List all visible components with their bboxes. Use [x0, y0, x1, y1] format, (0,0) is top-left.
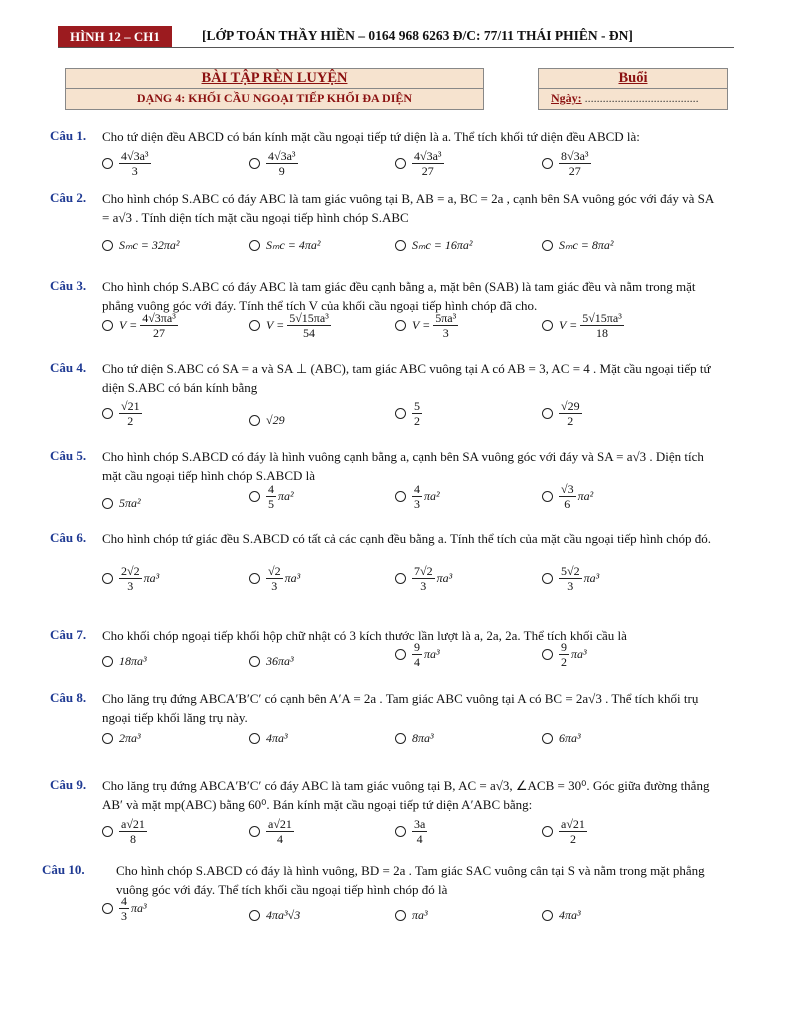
- answer-option[interactable]: [542, 908, 581, 923]
- option-fraction: [559, 149, 591, 178]
- option-fraction: [266, 482, 276, 511]
- radio-circle[interactable]: [102, 903, 113, 914]
- option-fraction: [287, 311, 331, 340]
- option-text: 2πa³: [119, 731, 141, 745]
- fraction-denominator: 3: [121, 909, 127, 923]
- option-fraction: [140, 311, 178, 340]
- radio-circle[interactable]: [102, 408, 113, 419]
- fraction-denominator: 3: [127, 579, 134, 593]
- radio-circle[interactable]: [102, 656, 113, 667]
- question-label: Câu 3.: [50, 278, 87, 293]
- fraction-denominator: 6: [564, 497, 571, 511]
- option-suffix: πa³: [583, 571, 600, 585]
- session-title: Buổi: [618, 70, 648, 86]
- question-label: Câu 2.: [50, 190, 87, 205]
- answer-option[interactable]: [395, 149, 446, 178]
- question-label: Câu 8.: [50, 690, 87, 705]
- fraction-denominator: 8: [129, 832, 136, 846]
- option-fraction: [559, 399, 582, 428]
- answer-option[interactable]: [102, 399, 144, 428]
- radio-circle[interactable]: [395, 240, 406, 251]
- session-box: [538, 68, 728, 110]
- date-dots: ......................................: [581, 91, 699, 105]
- fraction-denominator: 27: [421, 164, 434, 178]
- fraction-denominator: 18: [596, 326, 608, 340]
- fraction-numerator: 4: [414, 482, 420, 496]
- fraction-numerator: √2: [268, 564, 281, 578]
- page-header: [58, 24, 734, 48]
- radio-circle[interactable]: [102, 733, 113, 744]
- question-text: Cho hình chóp S.ABCD có đáy là hình vuông cạnh bằng a, cạnh bên SA vuông góc với đáy và SA = a√3 . Diện tích mặt cầu ngoại tiếp hình chóp S.ABCD là: [102, 449, 704, 483]
- question-label: Câu 9.: [50, 777, 87, 792]
- question-text: Cho hình chóp S.ABC có đáy ABC là tam giác vuông tại B, AB = a, BC = 2a , cạnh bên SA vuông góc với đáy và SA = a√3 . Tính diện tích mặt cầu ngoại tiếp hình chóp S.ABC: [102, 191, 714, 225]
- fraction-denominator: 3: [420, 579, 427, 593]
- radio-circle[interactable]: [102, 320, 113, 331]
- fraction-numerator: 8√3a³: [561, 149, 589, 163]
- answer-option[interactable]: [249, 238, 321, 253]
- answer-option[interactable]: [395, 817, 429, 846]
- radio-circle[interactable]: [395, 491, 406, 502]
- fraction-numerator: 4√3a³: [121, 149, 149, 163]
- option-suffix: πa³: [571, 647, 587, 661]
- radio-circle[interactable]: [102, 240, 113, 251]
- fraction-denominator: 5: [268, 497, 274, 511]
- fraction-numerator: 5√15πa³: [582, 311, 622, 325]
- fraction-denominator: 2: [567, 414, 574, 428]
- fraction-denominator: 4: [276, 832, 283, 846]
- question-label: Câu 10.: [42, 862, 85, 877]
- answer-option[interactable]: [102, 564, 159, 593]
- radio-circle[interactable]: [542, 240, 553, 251]
- radio-circle[interactable]: [249, 910, 260, 921]
- fraction-numerator: 5πa³: [435, 311, 457, 325]
- answer-option[interactable]: [249, 564, 300, 593]
- radio-circle[interactable]: [542, 320, 553, 331]
- answer-option[interactable]: [395, 908, 428, 923]
- fraction-denominator: 3: [131, 164, 138, 178]
- answer-option[interactable]: [102, 496, 141, 511]
- exercise-subtitle: DẠNG 4: KHỐI CẦU NGOẠI TIẾP KHỐI ĐA DIỆN: [66, 88, 483, 108]
- fraction-denominator: 2: [414, 414, 420, 428]
- question-text: Cho hình chóp S.ABCD có đáy là hình vuông, BD = 2a . Tam giác SAC vuông cân tại S và nằm trong mặt phẳng vuông góc với đáy. Thể tích khối cầu ngoại tiếp hình chóp đó là: [116, 863, 705, 897]
- answer-option[interactable]: [395, 399, 424, 428]
- fraction-numerator: a√21: [268, 817, 292, 831]
- answer-option[interactable]: [249, 149, 300, 178]
- date-label: Ngày:: [551, 91, 582, 105]
- fraction-denominator: 2: [127, 414, 134, 428]
- answer-option[interactable]: [249, 413, 285, 428]
- answer-option[interactable]: [395, 482, 440, 511]
- fraction-denominator: 3: [442, 326, 449, 340]
- option-fraction: [266, 564, 283, 593]
- fraction-numerator: 2√2: [121, 564, 140, 578]
- radio-circle[interactable]: [249, 733, 260, 744]
- answer-option[interactable]: [395, 731, 434, 746]
- header-divider: [58, 47, 734, 48]
- option-fraction: [119, 894, 129, 923]
- answer-option[interactable]: [542, 482, 593, 511]
- radio-circle[interactable]: [542, 733, 553, 744]
- option-suffix: πa²: [424, 489, 440, 503]
- question-text: Cho hình chóp tứ giác đều S.ABCD có tất cả các cạnh đều bằng a. Tính thể tích của mặt cầu ngoại tiếp hình chóp đó.: [102, 531, 711, 546]
- fraction-numerator: 4√3a³: [414, 149, 442, 163]
- radio-circle[interactable]: [249, 656, 260, 667]
- answer-option[interactable]: [102, 817, 149, 846]
- radio-circle[interactable]: [102, 158, 113, 169]
- fraction-denominator: 3: [414, 497, 420, 511]
- radio-circle[interactable]: [102, 573, 113, 584]
- option-suffix: πa³: [143, 571, 160, 585]
- fraction-numerator: 9: [561, 640, 567, 654]
- fraction-denominator: 3: [567, 579, 574, 593]
- option-text: Sₘc = 16πa²: [412, 238, 473, 252]
- fraction-denominator: 2: [561, 655, 567, 669]
- exercise-title: BÀI TẬP RÈN LUYỆN: [201, 70, 348, 86]
- radio-circle[interactable]: [249, 491, 260, 502]
- radio-circle[interactable]: [542, 408, 553, 419]
- option-fraction: [412, 817, 427, 846]
- fraction-numerator: 5: [414, 399, 420, 413]
- option-fraction: [119, 817, 147, 846]
- radio-circle[interactable]: [249, 320, 260, 331]
- radio-circle[interactable]: [395, 649, 406, 660]
- option-fraction: [412, 149, 444, 178]
- question-text: Cho hình chóp S.ABC có đáy ABC là tam giác đều cạnh bằng a, mặt bên (SAB) là tam giác đều và nằm trong mặt phẳng vuông góc với đáy. Tính thể tích V của khối cầu ngoại tiếp hình chóp đã cho.: [102, 279, 696, 313]
- radio-circle[interactable]: [395, 408, 406, 419]
- fraction-numerator: 9: [414, 640, 420, 654]
- option-fraction: [433, 311, 458, 340]
- option-text: Sₘc = 32πa²: [119, 238, 180, 252]
- exercise-title-box: [65, 68, 484, 110]
- answer-option[interactable]: [542, 817, 589, 846]
- question-text: Cho khối chóp ngoại tiếp khối hộp chữ nhật có 3 kích thước lần lượt là a, 2a, 2a. Thể tích khối cầu là: [102, 628, 627, 643]
- question-label: Câu 1.: [50, 128, 87, 143]
- option-prefix: V =: [266, 318, 285, 332]
- radio-circle[interactable]: [542, 491, 553, 502]
- fraction-denominator: 9: [278, 164, 285, 178]
- radio-circle[interactable]: [395, 733, 406, 744]
- option-text: 4πa³√3: [266, 908, 301, 922]
- fraction-denominator: 27: [153, 326, 165, 340]
- chapter-tag: HÌNH 12 – CH1: [58, 26, 172, 47]
- question-text: Cho lăng trụ đứng ABCA′B′C′ có đáy ABC là tam giác vuông tại B, AC = a√3, ∠ACB = 30⁰. Góc giữa đường thẳng AB′ và mặt mp(ABC) bằng 60⁰. Bán kính mặt cầu ngoại tiếp tứ diện A′ABC bằng:: [102, 778, 710, 812]
- radio-circle[interactable]: [395, 320, 406, 331]
- option-text: πa³: [412, 908, 428, 922]
- option-text: 36πa³: [266, 654, 294, 668]
- option-suffix: πa²: [278, 489, 294, 503]
- answer-option[interactable]: [102, 311, 180, 340]
- option-fraction: [559, 640, 569, 669]
- question-text: Cho tứ diện S.ABC có SA = a và SA ⊥ (ABC), tam giác ABC vuông tại A có AB = 3, AC = 4 . Mặt cầu ngoại tiếp tứ diện S.ABC có bán kính bằng: [102, 361, 711, 395]
- question-text: Cho lăng trụ đứng ABCA′B′C′ có cạnh bên A′A = 2a . Tam giác ABC vuông tại A có BC = 2a√3 . Thể tích khối trụ ngoại tiếp khối lăng trụ này.: [102, 691, 699, 725]
- answer-option[interactable]: [542, 311, 626, 340]
- radio-circle[interactable]: [395, 158, 406, 169]
- answer-option[interactable]: [542, 564, 599, 593]
- option-fraction: [119, 149, 151, 178]
- answer-option[interactable]: [542, 399, 584, 428]
- fraction-numerator: a√21: [121, 817, 145, 831]
- question-label: Câu 4.: [50, 360, 87, 375]
- fraction-denominator: 27: [568, 164, 581, 178]
- answer-option[interactable]: [395, 640, 440, 669]
- answer-option[interactable]: [249, 482, 294, 511]
- fraction-denominator: 2: [569, 832, 576, 846]
- fraction-denominator: 4: [414, 655, 420, 669]
- option-fraction: [412, 482, 422, 511]
- answer-option[interactable]: [249, 654, 294, 669]
- option-text: 4πa³: [266, 731, 288, 745]
- fraction-numerator: √29: [561, 399, 580, 413]
- option-text: Sₘc = 4πa²: [266, 238, 321, 252]
- radio-circle[interactable]: [102, 498, 113, 509]
- fraction-numerator: 4: [121, 894, 127, 908]
- option-fraction: [119, 399, 142, 428]
- answer-option[interactable]: [395, 564, 452, 593]
- option-text: 8πa³: [412, 731, 434, 745]
- answer-option[interactable]: [102, 654, 147, 669]
- radio-circle[interactable]: [395, 910, 406, 921]
- answer-option[interactable]: [102, 731, 141, 746]
- fraction-numerator: 7√2: [414, 564, 433, 578]
- question-label: Câu 6.: [50, 530, 87, 545]
- answer-option[interactable]: [249, 731, 288, 746]
- option-fraction: [559, 564, 582, 593]
- fraction-denominator: 4: [416, 832, 423, 846]
- fraction-numerator: 5√15πa³: [289, 311, 329, 325]
- option-fraction: [412, 564, 435, 593]
- answer-option[interactable]: [542, 640, 587, 669]
- option-text: 5πa²: [119, 496, 141, 510]
- option-suffix: πa³: [436, 571, 453, 585]
- option-fraction: [412, 399, 422, 428]
- option-suffix: πa³: [131, 901, 147, 915]
- answer-option[interactable]: [542, 731, 581, 746]
- radio-circle[interactable]: [102, 826, 113, 837]
- answer-option[interactable]: [102, 238, 180, 253]
- fraction-numerator: 4√3a³: [268, 149, 296, 163]
- radio-circle[interactable]: [249, 573, 260, 584]
- radio-circle[interactable]: [249, 826, 260, 837]
- radio-circle[interactable]: [542, 573, 553, 584]
- option-fraction: [266, 817, 294, 846]
- session-date: [539, 88, 727, 108]
- option-fraction: [266, 149, 298, 178]
- answer-option[interactable]: [102, 149, 153, 178]
- radio-circle[interactable]: [542, 649, 553, 660]
- option-text: Sₘc = 8πa²: [559, 238, 614, 252]
- option-text: 4πa³: [559, 908, 581, 922]
- option-prefix: V =: [559, 318, 578, 332]
- answer-option[interactable]: [249, 908, 300, 923]
- option-prefix: V =: [119, 318, 138, 332]
- option-fraction: [559, 817, 587, 846]
- option-text: 6πa³: [559, 731, 581, 745]
- fraction-numerator: a√21: [561, 817, 585, 831]
- question-label: Câu 5.: [50, 448, 87, 463]
- radio-circle[interactable]: [249, 158, 260, 169]
- fraction-numerator: 5√2: [561, 564, 580, 578]
- question-text: Cho tứ diện đều ABCD có bán kính mặt cầu ngoại tiếp tứ diện là a. Thể tích khối tứ diện đều ABCD là:: [102, 129, 640, 144]
- radio-circle[interactable]: [395, 826, 406, 837]
- radio-circle[interactable]: [249, 240, 260, 251]
- option-suffix: πa³: [424, 647, 440, 661]
- option-fraction: [580, 311, 624, 340]
- fraction-numerator: 4√3πa³: [142, 311, 176, 325]
- option-suffix: πa²: [577, 489, 594, 503]
- option-text: √29: [266, 413, 285, 427]
- option-fraction: [559, 482, 576, 511]
- option-suffix: πa³: [284, 571, 301, 585]
- answer-option[interactable]: [249, 311, 333, 340]
- answer-option[interactable]: [395, 311, 460, 340]
- question-label: Câu 7.: [50, 627, 87, 642]
- option-prefix: V =: [412, 318, 431, 332]
- option-text: 18πa³: [119, 654, 147, 668]
- fraction-numerator: √21: [121, 399, 140, 413]
- answer-option[interactable]: [395, 238, 473, 253]
- answer-option[interactable]: [542, 238, 614, 253]
- answer-option[interactable]: [542, 149, 593, 178]
- answer-option[interactable]: [249, 817, 296, 846]
- answer-option[interactable]: [102, 894, 147, 923]
- radio-circle[interactable]: [542, 158, 553, 169]
- radio-circle[interactable]: [542, 910, 553, 921]
- fraction-numerator: 4: [268, 482, 274, 496]
- radio-circle[interactable]: [395, 573, 406, 584]
- option-fraction: [119, 564, 142, 593]
- fraction-denominator: 54: [303, 326, 315, 340]
- radio-circle[interactable]: [249, 415, 260, 426]
- fraction-numerator: √3: [561, 482, 574, 496]
- option-fraction: [412, 640, 422, 669]
- fraction-numerator: 3a: [414, 817, 426, 831]
- radio-circle[interactable]: [542, 826, 553, 837]
- fraction-denominator: 3: [271, 579, 278, 593]
- header-title: [LỚP TOÁN THẦY HIỀN – 0164 968 6263 Đ/C: 77/11 THÁI PHIÊN - ĐN]: [202, 28, 633, 43]
